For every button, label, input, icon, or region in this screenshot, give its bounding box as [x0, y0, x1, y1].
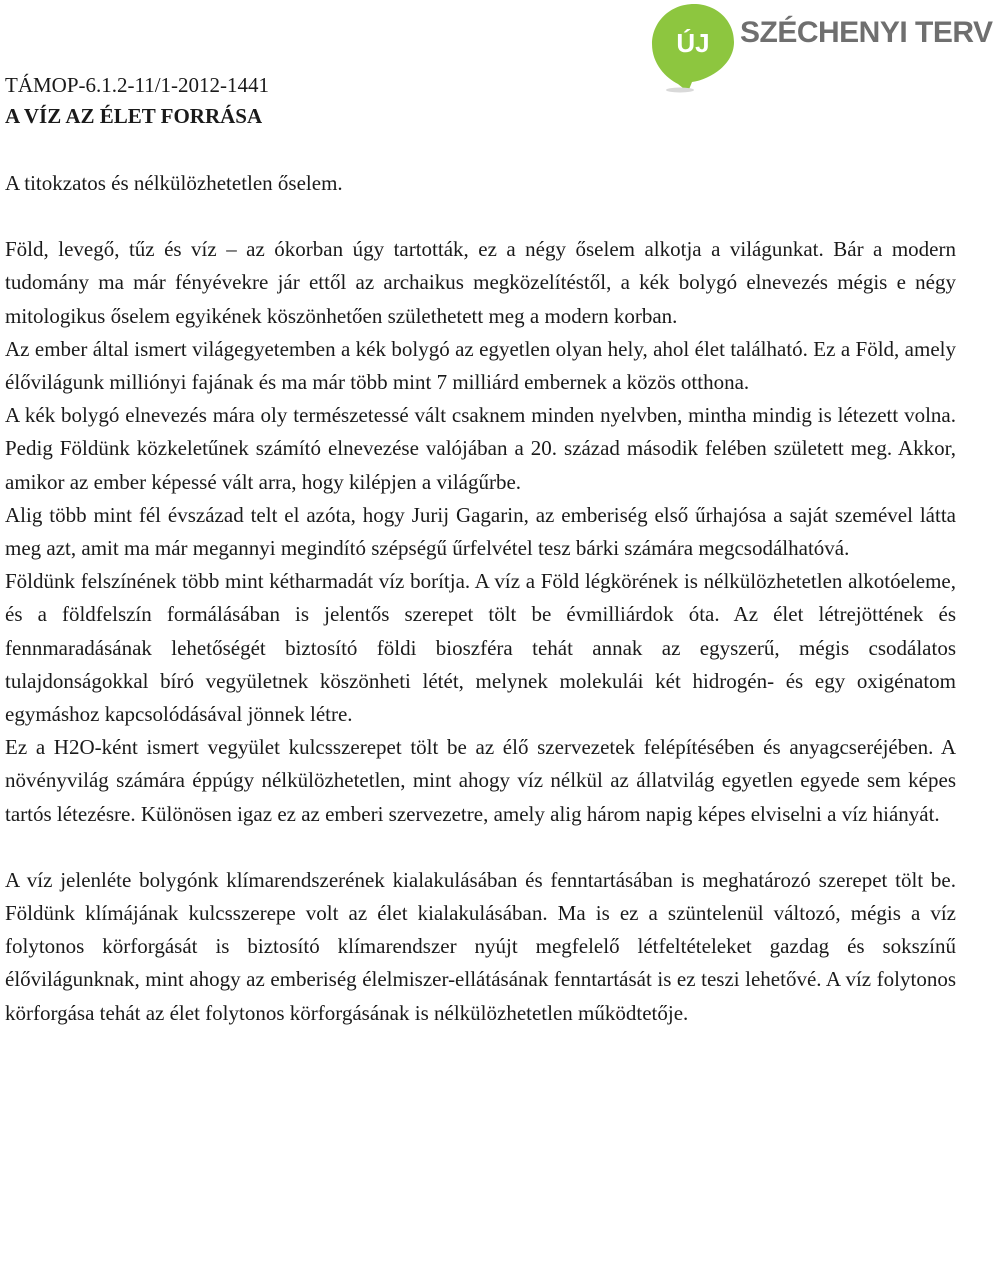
- document-body: [5, 167, 956, 1030]
- paragraph: Ez a H2O-ként ismert vegyület kulcsszerepet tölt be az élő szervezetek felépítésében és anyagcseréjében. A növényvilág számára éppúgy nélkülözhetetlen, mint ahogy víz nélkül az állatvilág egyetlen egyede sem képes tartós létezésre. Különösen igaz ez az emberi szervezetre, amely alig három napig képes elviselni a víz hiányát.: [5, 735, 956, 826]
- document-title: A VÍZ AZ ÉLET FORRÁSA: [5, 104, 263, 128]
- document-header: [5, 70, 269, 132]
- paragraph: Alig több mint fél évszázad telt el azóta, hogy Jurij Gagarin, az emberiség első űrhajósa a saját szemével látta meg azt, amit ma már megannyi megindító szépségű űrfelvétel tesz bárki számára megcsodálhatóvá.: [5, 502, 956, 561]
- paragraph: A víz jelenléte bolygónk klímarendszerének kialakulásában és fenntartásában is meghatározó szerepet tölt be. Földünk klímájának kulcsszerepe volt az élet kialakulásában. Ma is ez a szüntelenül változó, mégis a víz folytonos körforgását is biztosító klímarendszer nyújt megfelelő létfeltételeket gazdag és sokszínű élővilágunknak, mint ahogy az emberiség élelmiszer-ellátásának fenntartását is ez teszi lehetővé. A víz folytonos körforgása tehát az élet folytonos körforgásának is nélkülözhetetlen működtetője.: [5, 867, 956, 1025]
- paragraph: Föld, levegő, tűz és víz – az ókorban úgy tartották, ez a négy őselem alkotja a világunkat. Bár a modern tudomány ma már fényévekre jár ettől az archaikus megközelítéstől, a kék bolygó elnevezés mégis e négy mitologikus őselem egyikének köszönhetően születhetett meg a modern korban.: [5, 237, 956, 328]
- paragraph: Földünk felszínének több mint kétharmadát víz borítja. A víz a Föld légkörének is nélkülözhetetlen alkotóeleme, és a földfelszín formálásában is jelentős szerepet tölt be évmilliárdok óta. Az élet létrejöttének és fennmaradásának lehetőségét biztosító földi bioszféra tehát annak az egyszerű, mégis csodálatos tulajdonságokkal bíró vegyületnek köszönheti létét, melynek molekulái két hidrogén- és egy oxigénatom egymáshoz kapcsolódásával jönnek létre.: [5, 569, 956, 727]
- paragraph: Az ember által ismert világegyetemben a kék bolygó az egyetlen olyan hely, ahol élet található. Ez a Föld, amely élővilágunk milliónyi fajának és ma már több mint 7 milliárd embernek a közös otthona.: [5, 336, 956, 395]
- logo-text: SZÉCHENYI TERV: [740, 16, 993, 49]
- spacer: [5, 200, 956, 233]
- szechenyi-terv-logo: [648, 2, 993, 94]
- spacer: [5, 831, 956, 864]
- logo-badge-text: ÚJ: [676, 28, 710, 58]
- subtitle: A titokzatos és nélkülözhetetlen őselem.: [5, 171, 343, 195]
- paragraph: A kék bolygó elnevezés mára oly természetessé vált csaknem minden nyelvben, mintha mindig is létezett volna. Pedig Földünk közkeletűnek számító elnevezése valójában a 20. század második felében született meg. Akkor, amikor az ember képessé vált arra, hogy kilépjen a világűrbe.: [5, 403, 956, 494]
- project-code: TÁMOP-6.1.2-11/1-2012-1441: [5, 73, 270, 97]
